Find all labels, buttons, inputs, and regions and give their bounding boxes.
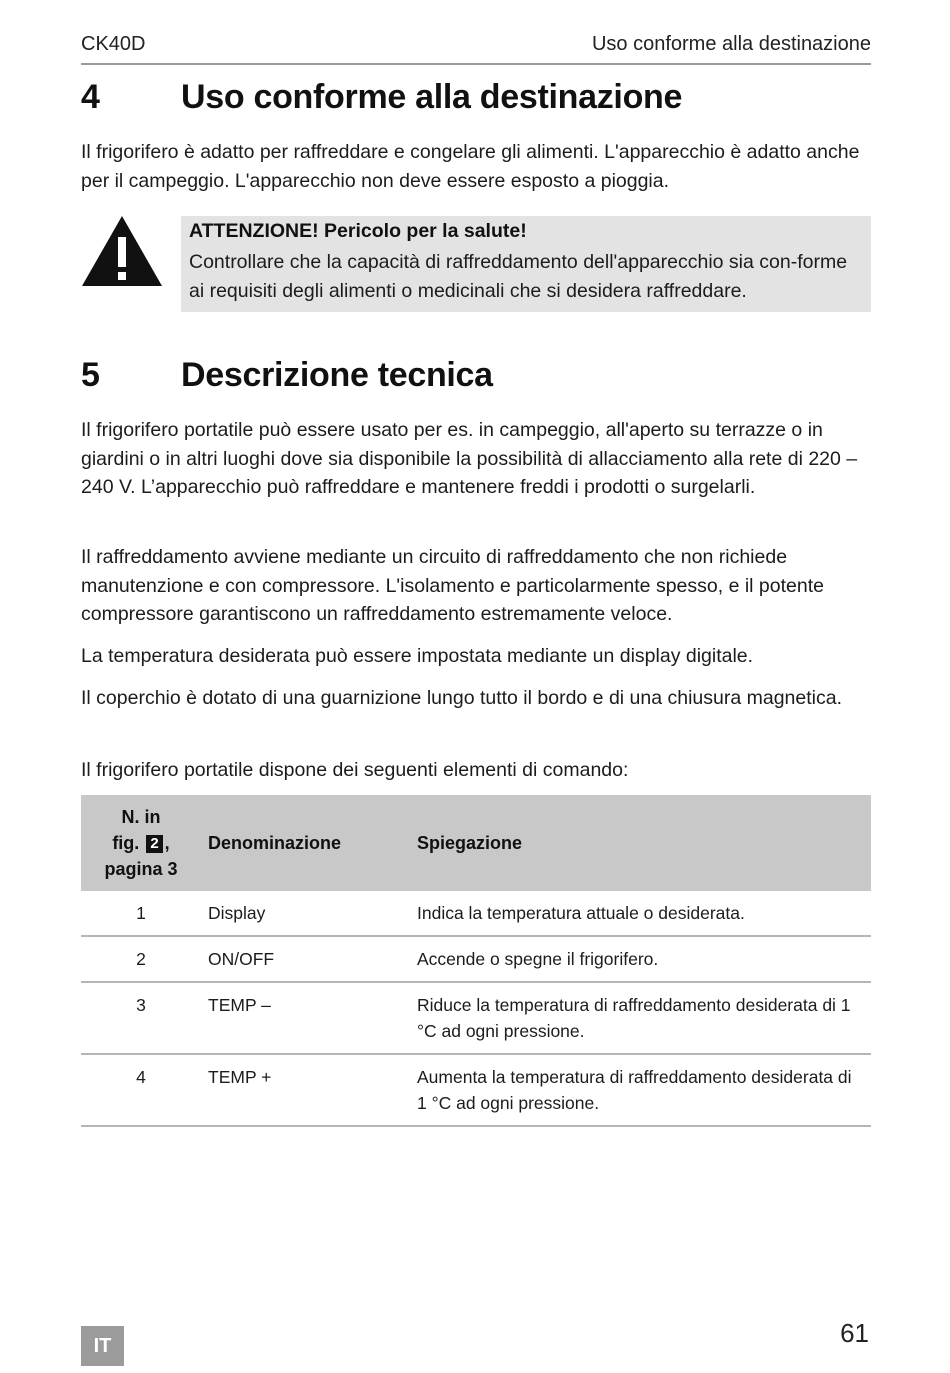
- warning-triangle-icon: [81, 215, 163, 287]
- col-header-explanation: Spiegazione: [410, 795, 871, 891]
- row-number: 2: [136, 949, 146, 969]
- col-header-fig-prefix: fig.: [112, 833, 140, 853]
- row-name: Display: [208, 903, 266, 923]
- section-5-paragraph-4: Il coperchio è dotato di una guarnizione lungo tutto il bordo e di una chiusura magnetica.: [81, 687, 843, 709]
- row-name: TEMP +: [208, 1067, 272, 1087]
- row-number: 1: [136, 903, 146, 923]
- figure-number-badge: 2: [146, 835, 162, 853]
- row-number: 4: [136, 1067, 146, 1087]
- col-header-number: [81, 795, 201, 891]
- col-header-fig-suffix: ,: [164, 833, 170, 853]
- table-header-row: [81, 795, 871, 891]
- warning-title: ATTENZIONE! Pericolo per la salute!: [189, 220, 527, 242]
- section-5-paragraph-5: Il frigorifero portatile dispone dei seguenti elementi di comando:: [81, 759, 629, 781]
- warning-body: Controllare che la capacità di raffreddamento dell'apparecchio sia con-forme ai requisiti degli alimenti o medicinali che si desidera raffreddare.: [189, 251, 848, 302]
- section-5-paragraph-2: Il raffreddamento avviene mediante un circuito di raffreddamento che non richiede manutenzione e con compressore. L'isolamento e particolarmente spesso, e il potente compressore garantiscono un raffreddamento estremamente veloce.: [81, 546, 824, 625]
- row-name: ON/OFF: [208, 949, 275, 969]
- page-number: 61: [840, 1318, 869, 1348]
- section-5-title: Descrizione tecnica: [181, 356, 493, 394]
- running-header: [81, 33, 871, 65]
- section-4-title: Uso conforme alla destinazione: [181, 78, 683, 116]
- section-4-number: 4: [81, 78, 100, 116]
- header-model: CK40D: [81, 33, 146, 55]
- table-row: [81, 1054, 871, 1126]
- col-header-name: Denominazione: [201, 795, 410, 891]
- table-row: [81, 982, 871, 1054]
- section-5-number: 5: [81, 356, 100, 394]
- col-header-number-line3: pagina 3: [104, 859, 178, 879]
- table-row: [81, 936, 871, 982]
- row-description: Accende o spegne il frigorifero.: [417, 949, 659, 969]
- row-name: TEMP –: [208, 995, 271, 1015]
- language-tab: IT: [81, 1326, 124, 1366]
- row-description: Aumenta la temperatura di raffreddamento desiderata di 1 °C ad ogni pressione.: [417, 1067, 852, 1113]
- table-row: [81, 891, 871, 936]
- section-5-paragraph-1: Il frigorifero portatile può essere usato per es. in campeggio, all'aperto su terrazze o in giardini o in altri luoghi dove sia disponibile la possibilità di allacciamento alla rete di 220 – 240 V. L’apparecchio può raffreddare e mantenere freddi i prodotti o surgelarli.: [81, 419, 858, 498]
- row-description: Indica la temperatura attuale o desiderata.: [417, 903, 745, 923]
- section-5-paragraph-3: La temperatura desiderata può essere impostata mediante un display digitale.: [81, 645, 754, 667]
- warning-box: [181, 216, 871, 312]
- header-section-title: Uso conforme alla destinazione: [591, 33, 871, 55]
- row-number: 3: [136, 995, 146, 1015]
- section-4-paragraph: Il frigorifero è adatto per raffreddare e congelare gli alimenti. L'apparecchio è adatto anche per il campeggio. L'apparecchio non deve essere esposto a pioggia.: [81, 141, 860, 192]
- row-description: Riduce la temperatura di raffreddamento desiderata di 1 °C ad ogni pressione.: [417, 995, 851, 1041]
- col-header-number-line1: N. in: [121, 807, 161, 827]
- controls-table: [81, 795, 871, 1127]
